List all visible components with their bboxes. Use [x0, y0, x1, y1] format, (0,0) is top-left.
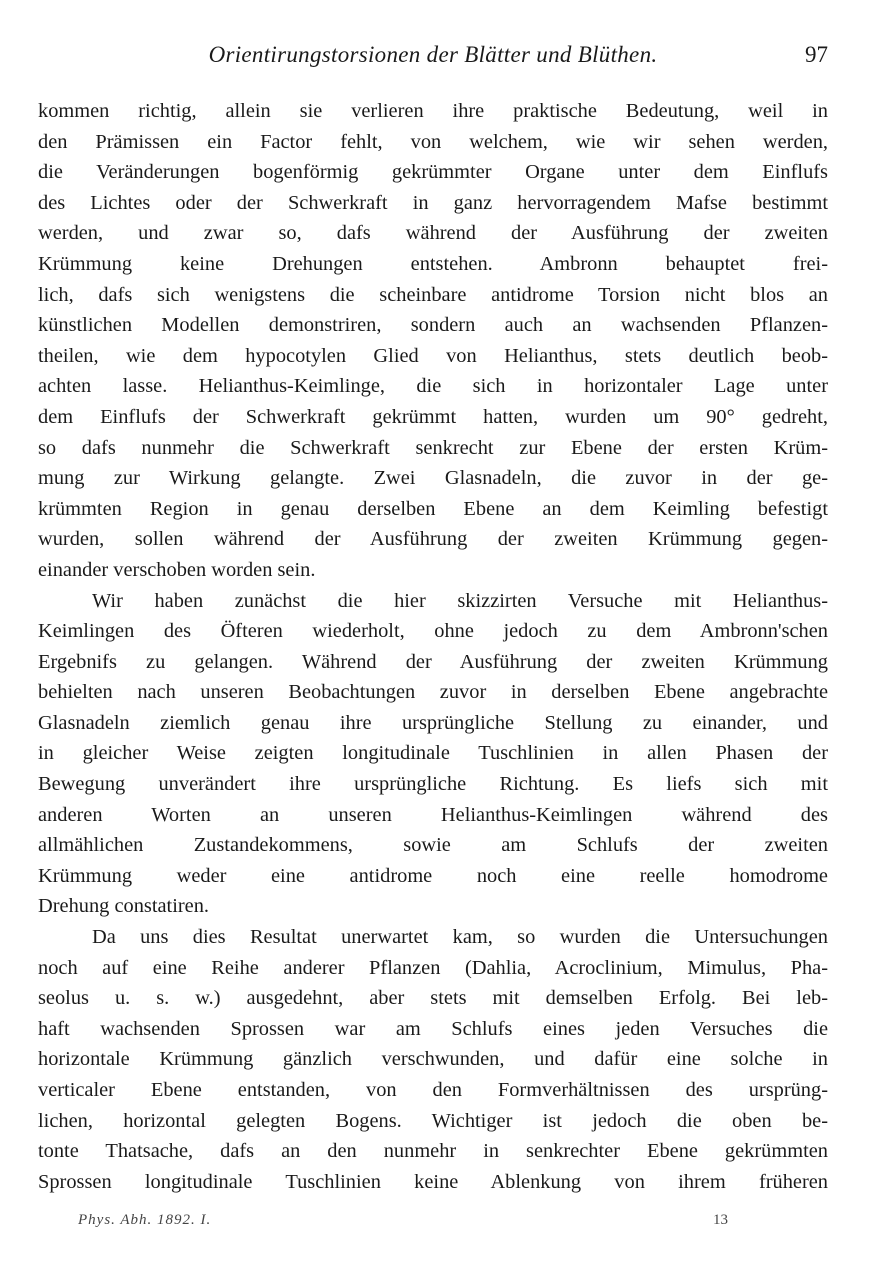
text-line: lich, dafs sich wenigstens die scheinbare antidrome Torsion nicht blos an	[38, 283, 828, 306]
text-line: Da uns dies Resultat unerwartet kam, so wurden die Untersuchungen	[92, 926, 828, 949]
text-line: noch auf eine Reihe anderer Pflanzen (Dahlia, Acroclinium, Mimulus, Pha-	[38, 956, 828, 979]
text-line: theilen, wie dem hypocotylen Glied von Helianthus, stets deutlich beob-	[38, 344, 828, 367]
sheet-number: 13	[713, 1212, 728, 1228]
text-line: behielten nach unseren Beobachtungen zuvor in derselben Ebene angebrachte	[38, 681, 828, 704]
text-line: Krümmung keine Drehungen entstehen. Ambronn behauptet frei-	[38, 252, 828, 275]
text-line: lichen, horizontal gelegten Bogens. Wichtiger ist jedoch die oben be-	[38, 1109, 828, 1132]
text-line: krümmten Region in genau derselben Ebene an dem Keimling befestigt	[38, 497, 828, 520]
text-line: achten lasse. Helianthus-Keimlinge, die sich in horizontaler Lage unter	[38, 375, 828, 398]
text-line: einander verschoben worden sein.	[38, 558, 316, 581]
text-line: mung zur Wirkung gelangte. Zwei Glasnadeln, die zuvor in der ge-	[38, 467, 828, 490]
text-line: Keimlingen des Öfteren wiederholt, ohne jedoch zu dem Ambronn'schen	[38, 620, 828, 643]
text-line: horizontale Krümmung gänzlich verschwunden, und dafür eine solche in	[38, 1048, 828, 1071]
text-line: Krümmung weder eine antidrome noch eine reelle homodrome	[38, 864, 828, 887]
text-line: allmählichen Zustandekommens, sowie am Schlufs der zweiten	[38, 834, 828, 857]
text-line: anderen Worten an unseren Helianthus-Keimlingen während des	[38, 803, 828, 826]
text-line: Bewegung unverändert ihre ursprüngliche Richtung. Es liefs sich mit	[38, 773, 828, 796]
running-head	[38, 42, 828, 82]
page-number: 97	[805, 42, 828, 67]
page-footer	[78, 1212, 728, 1236]
text-line: seolus u. s. w.) ausgedehnt, aber stets mit demselben Erfolg. Bei leb-	[38, 987, 828, 1010]
text-line: so dafs nunmehr die Schwerkraft senkrecht zur Ebene der ersten Krüm-	[38, 436, 828, 459]
text-line: Sprossen longitudinale Tuschlinien keine Ablenkung von ihrem früheren	[38, 1170, 828, 1193]
running-title: Orientirungstorsionen der Blätter und Blüthen.	[208, 42, 658, 67]
text-line: in gleicher Weise zeigten longitudinale Tuschlinien in allen Phasen der	[38, 742, 828, 765]
text-line: künstlichen Modellen demonstriren, sondern auch an wachsenden Pflanzen-	[38, 314, 828, 337]
text-line: die Veränderungen bogenförmig gekrümmter Organe unter dem Einflufs	[38, 161, 828, 184]
signature-mark: Phys. Abh. 1892. I.	[78, 1212, 212, 1228]
text-line: Glasnadeln ziemlich genau ihre ursprüngliche Stellung zu einander, und	[38, 711, 828, 734]
text-line: den Prämissen ein Factor fehlt, von welchem, wie wir sehen werden,	[38, 130, 828, 153]
text-line: verticaler Ebene entstanden, von den Formverhältnissen des ursprüng-	[38, 1079, 828, 1101]
text-line: wurden, sollen während der Ausführung der zweiten Krümmung gegen-	[38, 528, 828, 551]
text-line: tonte Thatsache, dafs an den nunmehr in senkrechter Ebene gekrümmten	[38, 1140, 828, 1163]
text-line: haft wachsenden Sprossen war am Schlufs eines jeden Versuches die	[38, 1017, 828, 1040]
text-line: kommen richtig, allein sie verlieren ihre praktische Bedeutung, weil in	[38, 100, 828, 122]
text-line: Ergebnifs zu gelangen. Während der Ausführung der zweiten Krümmung	[38, 650, 828, 673]
text-line: Drehung constatiren.	[38, 895, 210, 918]
text-line: dem Einflufs der Schwerkraft gekrümmt hatten, wurden um 90° gedreht,	[38, 405, 828, 428]
text-line: werden, und zwar so, dafs während der Ausführung der zweiten	[38, 222, 828, 245]
body-text	[38, 96, 828, 1197]
text-line: Wir haben zunächst die hier skizzirten Versuche mit Helianthus-	[92, 589, 828, 612]
text-line: des Lichtes oder der Schwerkraft in ganz hervorragendem Mafse bestimmt	[38, 191, 828, 214]
